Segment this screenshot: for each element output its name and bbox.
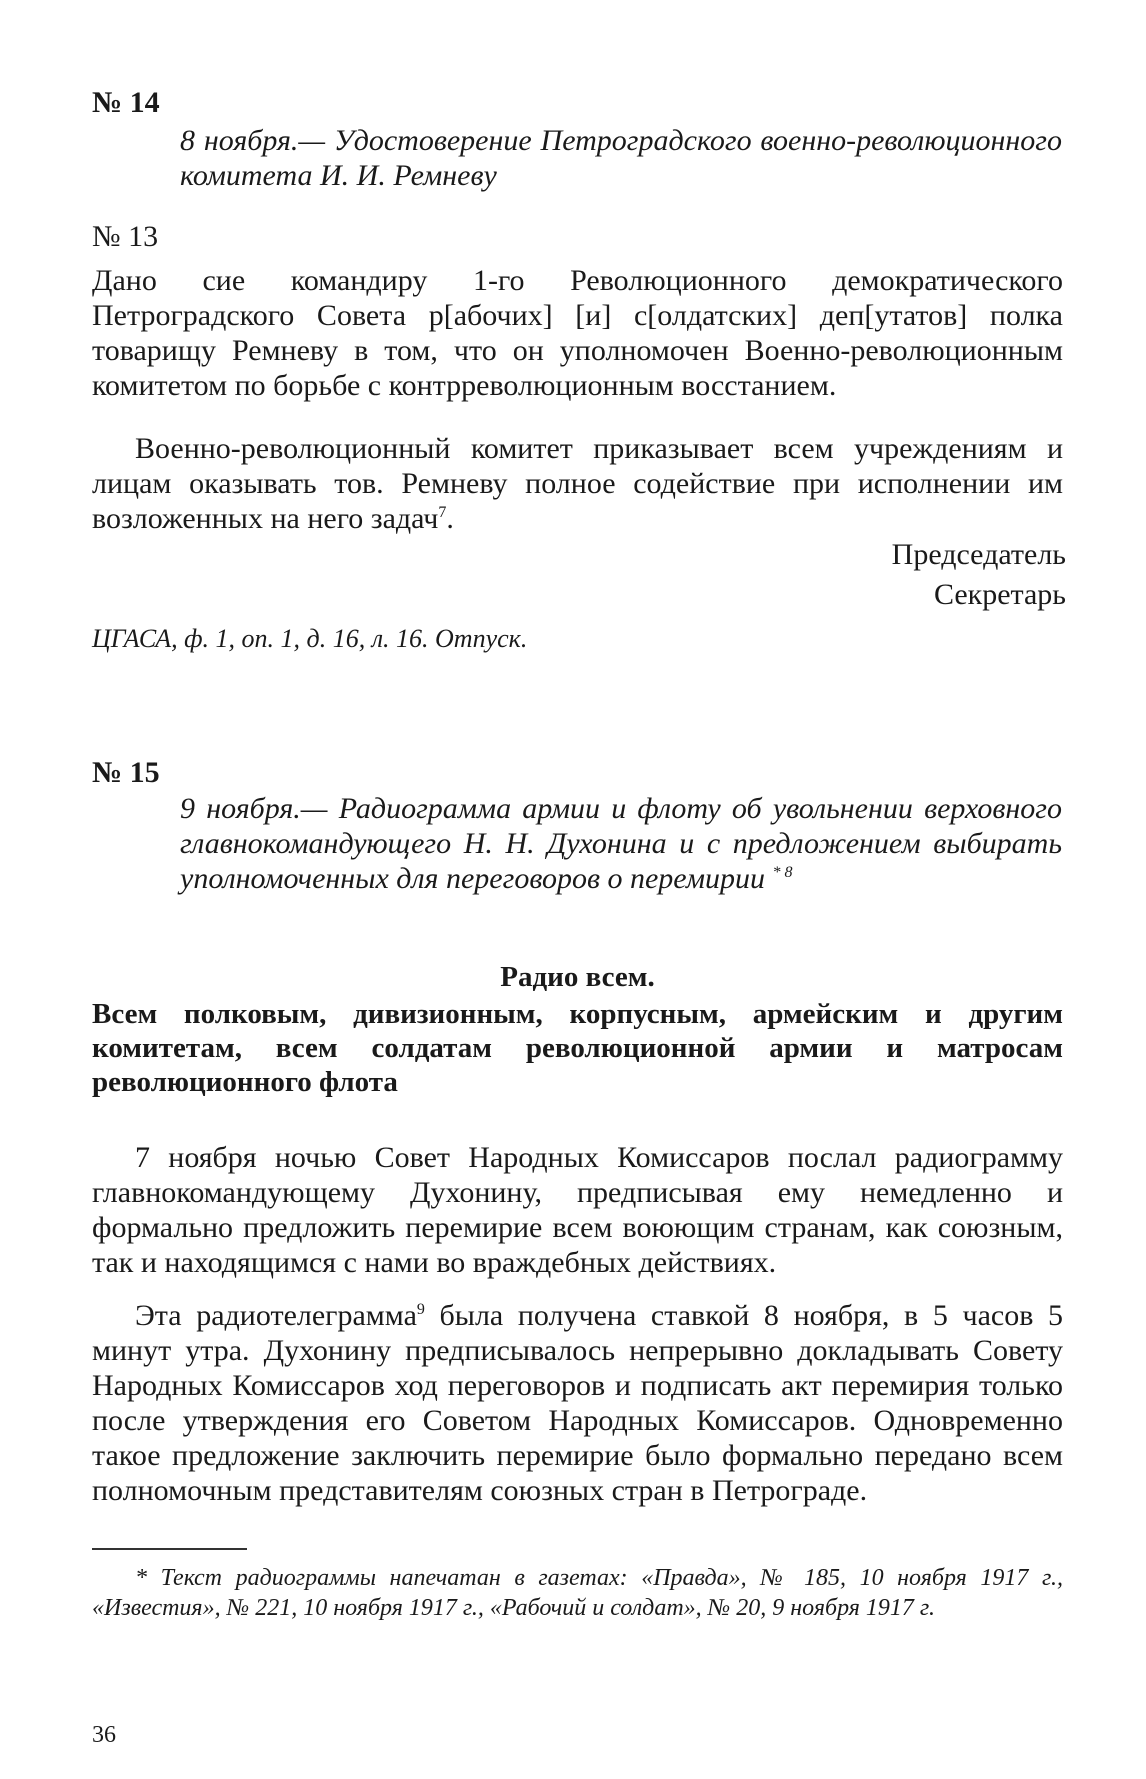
footnote-ref-7: 7 [438, 504, 447, 521]
footnote-divider [92, 1548, 247, 1550]
footnote: * Текст радиограммы напечатан в газетах: «Правда», № 185, 10 ноября 1917 г., «Известия», № 221, 10 ноября 1917 г., «Рабочий и солдат», № 20, 9 ноября 1917 г. [92, 1565, 1063, 1621]
doc-13-paragraph-2 [92, 431, 1063, 536]
doc-15-paragraph-2 [92, 1298, 1063, 1508]
doc-14-heading: 8 ноября.— Удостоверение Петроградского военно-революционного комитета И. И. Ремневу [180, 124, 1062, 192]
doc-13-paragraph-1: Дано сие командиру 1-го Революционного демократического Петроградского Совета р[абочих] [и] с[олдатских] деп[утатов] полка товарищу Ремневу в том, что он уполномочен Военно-революционным комитетом по борьбе с контрреволюционным восстанием. [92, 264, 1063, 402]
doc-15-paragraph-2-start: Эта радиотелеграмма [135, 1299, 417, 1332]
doc-15-heading-text: 9 ноября.— Радиограмма армии и флоту об увольнении верховного главнокомандующего Н. Н. Духонина и с предложением выбирать уполномоченных для переговоров о перемирии [180, 792, 1062, 895]
signature-chairman: Председатель [891, 538, 1066, 571]
doc-15-heading [180, 791, 1062, 896]
archive-source: ЦГАСА, ф. 1, оп. 1, д. 16, л. 16. Отпуск. [92, 624, 528, 653]
doc-15-paragraph-2-rest: была получена ставкой 8 ноября, в 5 часов 5 минут утра. Духонину предписывалось непрерывно докладывать Совету Народных Комиссаров ход переговоров и подписать акт перемирия только после утверждения его Советом Народных Комиссаров. Одновременно такое предложение заключить перемирие было формально передано всем полномочным представителям союзных стран в Петрограде. [92, 1299, 1064, 1507]
radio-title: Радио всем. [500, 961, 655, 993]
doc-13-paragraph-2-end: . [446, 502, 454, 535]
doc-13-paragraph-2-text: Военно-революционный комитет приказывает всем учреждениям и лицам оказывать тов. Ремневу полное содействие при исполнении им возложенных на него задач [92, 432, 1063, 535]
doc-13-number: № 13 [92, 220, 159, 253]
doc-15-paragraph-1: 7 ноября ночью Совет Народных Комиссаров послал радиограмму главнокомандующему Духонину, предписывая ему немедленно и формально предложить перемирие всем воюющим странам, как союзным, так и находящимся с нами во враждебных действиях. [92, 1141, 1063, 1279]
radio-addressees: Всем полковым, дивизионным, корпусным, армейским и другим комитетам, всем солдатам революционной армии и матросам революционного флота [92, 998, 1063, 1098]
doc-15-heading-mark: * 8 [772, 864, 793, 881]
page-number: 36 [92, 1722, 116, 1748]
doc-15-number: № 15 [92, 756, 160, 789]
doc-14-number: № 14 [92, 86, 160, 119]
footnote-ref-9: 9 [416, 1301, 425, 1318]
signature-secretary: Секретарь [933, 578, 1066, 611]
